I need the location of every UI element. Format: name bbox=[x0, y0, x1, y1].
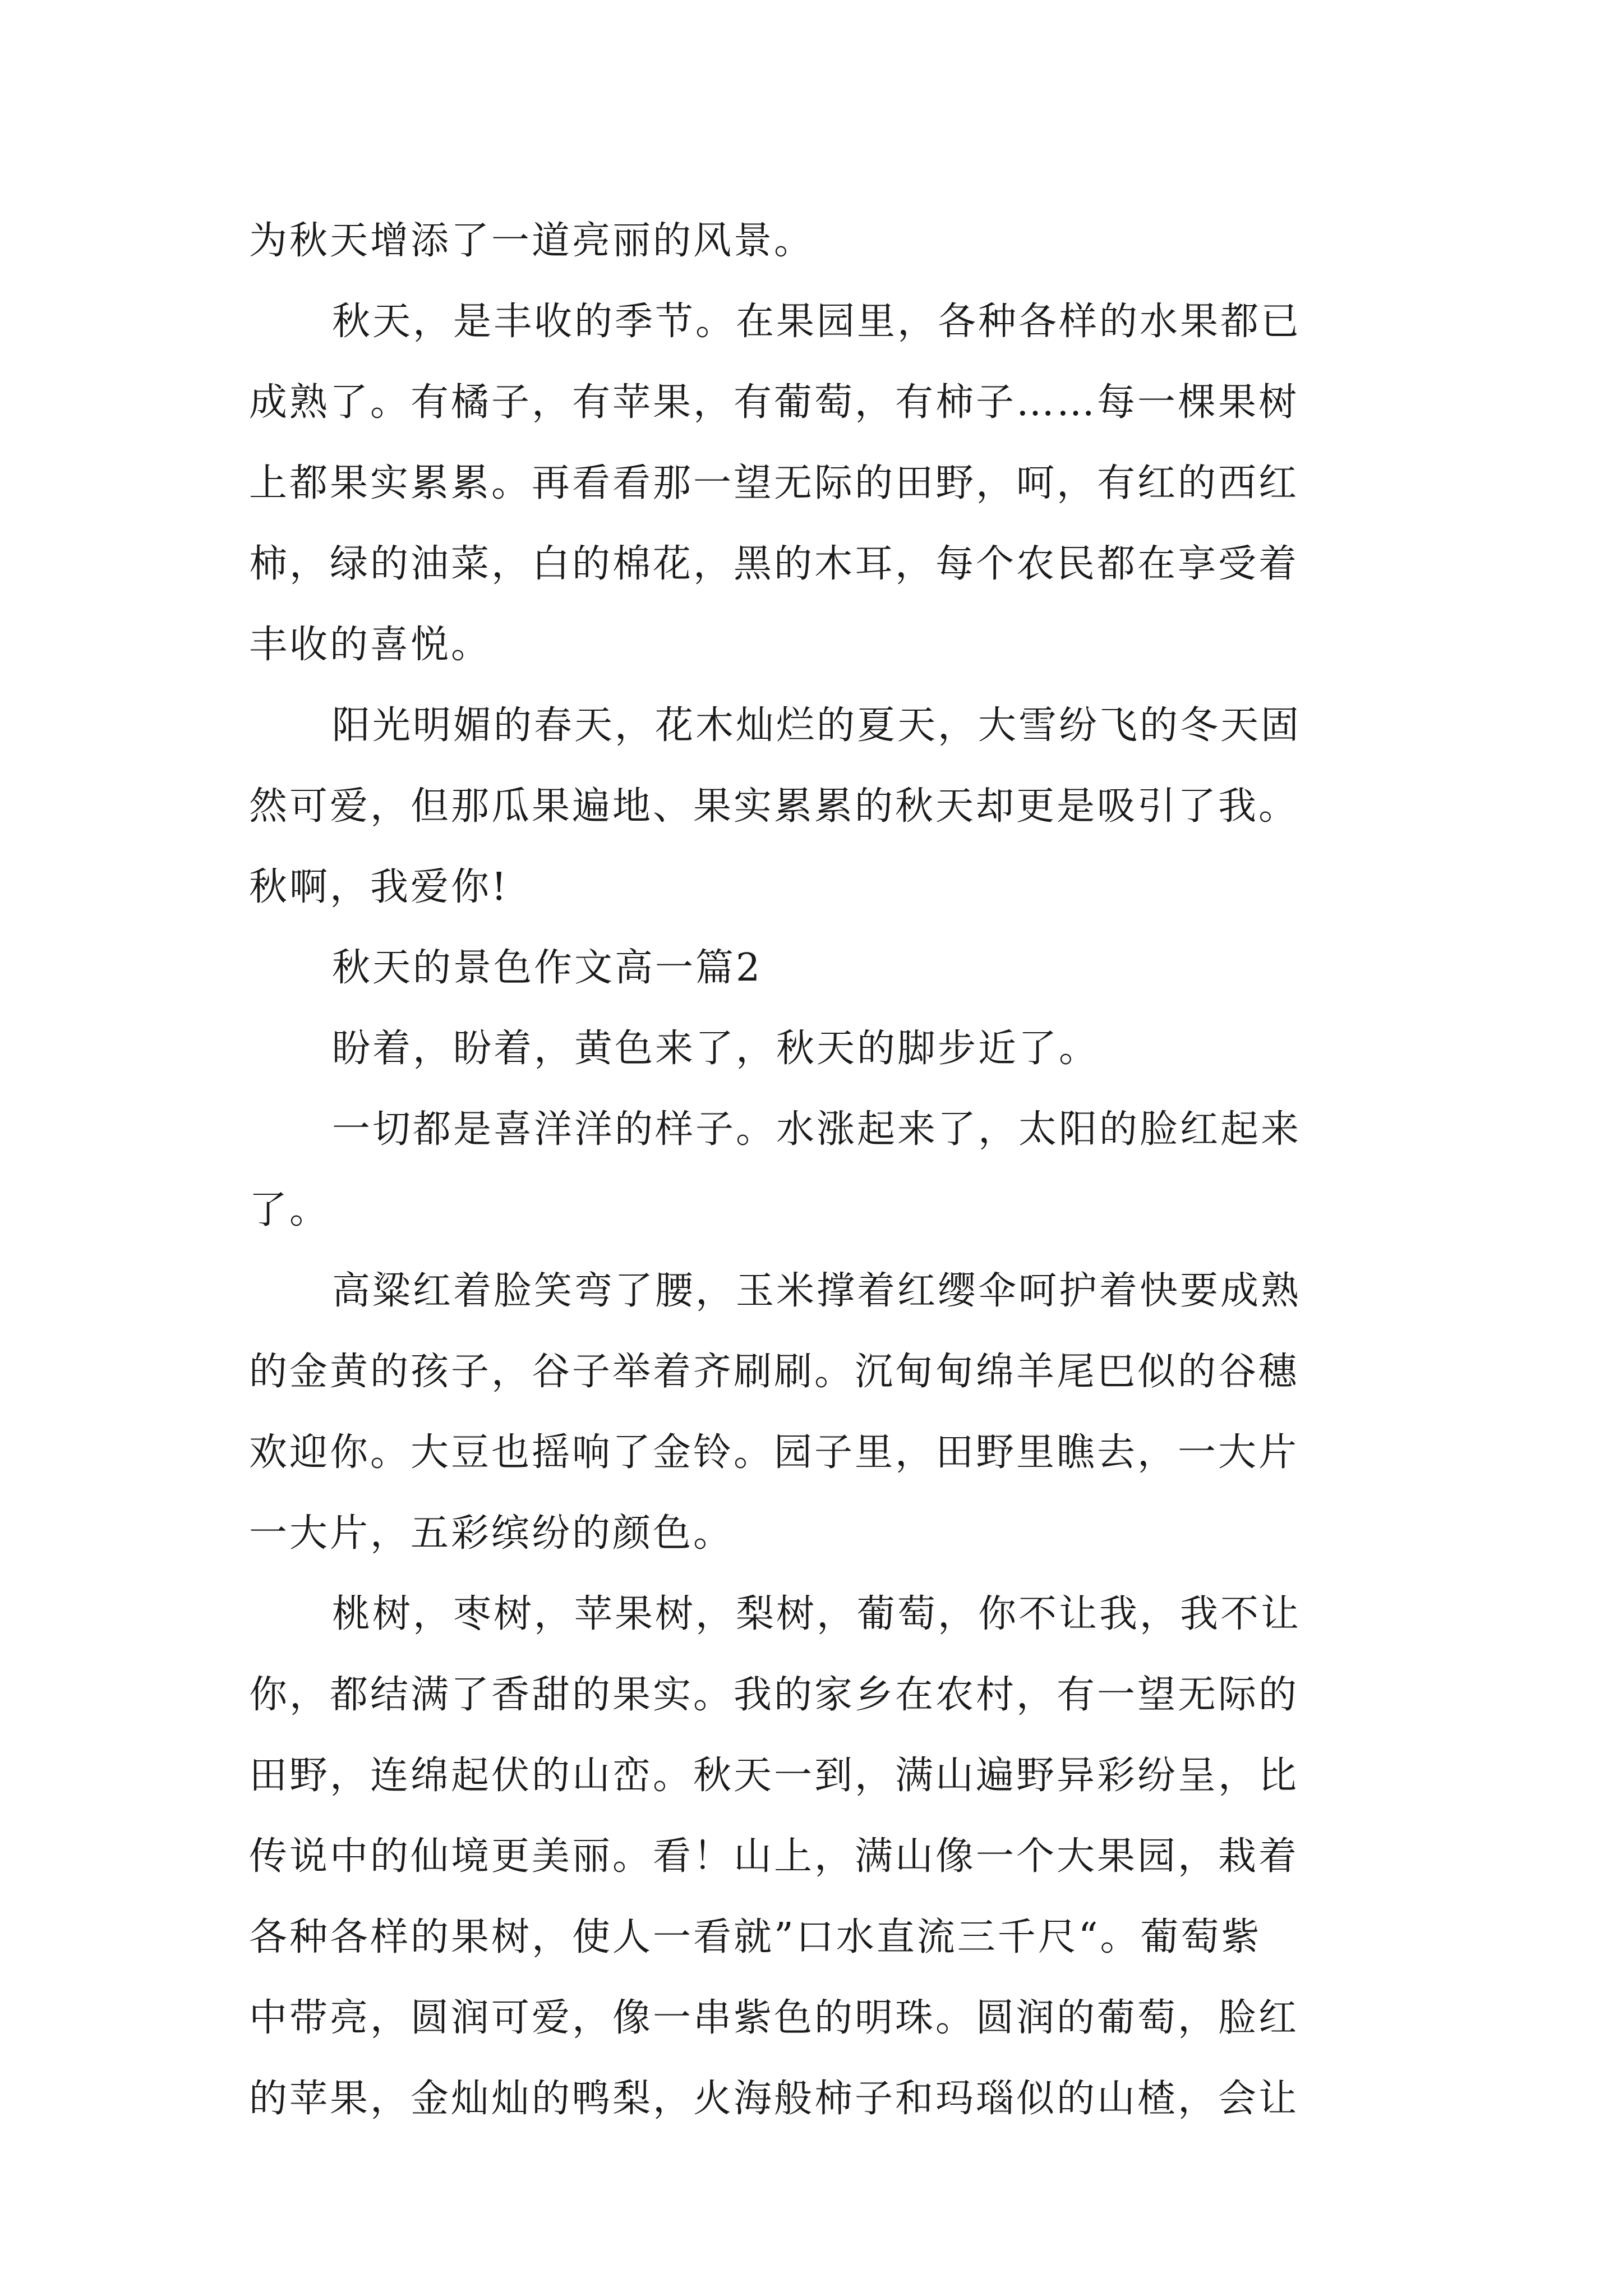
text-line: 传说中的仙境更美丽。看！山上，满山像一个大果园，栽着 bbox=[249, 1834, 1299, 1879]
text-line: 的苹果，金灿灿的鸭梨，火海般柿子和玛瑙似的山楂，会让 bbox=[249, 2077, 1299, 2121]
text-line: 上都果实累累。再看看那一望无际的田野，呵，有红的西红 bbox=[249, 461, 1299, 505]
text-line: 欢迎你。大豆也摇响了金铃。园子里，田野里瞧去，一大片 bbox=[249, 1430, 1299, 1475]
paragraph-start-line: 高粱红着脸笑弯了腰，玉米撑着红缨伞呵护着快要成熟 bbox=[332, 1269, 1302, 1313]
text-line: 的金黄的孩子，谷子举着齐刷刷。沉甸甸绵羊尾巴似的谷穗 bbox=[249, 1350, 1299, 1394]
text-line: 一大片，五彩缤纷的颜色。 bbox=[249, 1511, 734, 1556]
paragraph-start-line: 盼着，盼着，黄色来了，秋天的脚步近了。 bbox=[332, 1027, 1100, 1071]
paragraph-start-line: 秋天，是丰收的季节。在果园里，各种各样的水果都已 bbox=[332, 300, 1302, 344]
paragraph-start-line: 一切都是喜洋洋的样子。水涨起来了，太阳的脸红起来 bbox=[332, 1107, 1302, 1152]
paragraph-start-line: 桃树，枣树，苹果树，梨树，葡萄，你不让我，我不让 bbox=[332, 1592, 1302, 1636]
text-line: 秋啊，我爱你! bbox=[249, 865, 509, 909]
text-line: 田野，连绵起伏的山峦。秋天一到，满山遍野异彩纷呈，比 bbox=[249, 1754, 1299, 1798]
text-line: 中带亮，圆润可爱，像一串紫色的明珠。圆润的葡萄，脸红 bbox=[249, 1996, 1299, 2040]
text-line: 了。 bbox=[249, 1188, 330, 1232]
text-line: 丰收的喜悦。 bbox=[249, 623, 492, 667]
text-line: 你，都结满了香甜的果实。我的家乡在农村，有一望无际的 bbox=[249, 1673, 1299, 1717]
text-line: 柿，绿的油菜，白的棉花，黑的木耳，每个农民都在享受着 bbox=[249, 542, 1299, 586]
text-line: 然可爱，但那瓜果遍地、果实累累的秋天却更是吸引了我。 bbox=[249, 784, 1299, 829]
text-line: 为秋天增添了一道亮丽的风景。 bbox=[249, 219, 815, 263]
section-heading: 秋天的景色作文高一篇2 bbox=[332, 946, 763, 990]
text-line: 成熟了。有橘子，有苹果，有葡萄，有柿子……每一棵果树 bbox=[249, 380, 1299, 425]
text-line: 各种各样的果树，使人一看就”口水直流三千尺“。葡萄紫 bbox=[249, 1915, 1262, 1959]
essay-body bbox=[249, 201, 1393, 2139]
paragraph-start-line: 阳光明媚的春天，花木灿烂的夏天，大雪纷飞的冬天固 bbox=[332, 703, 1302, 748]
